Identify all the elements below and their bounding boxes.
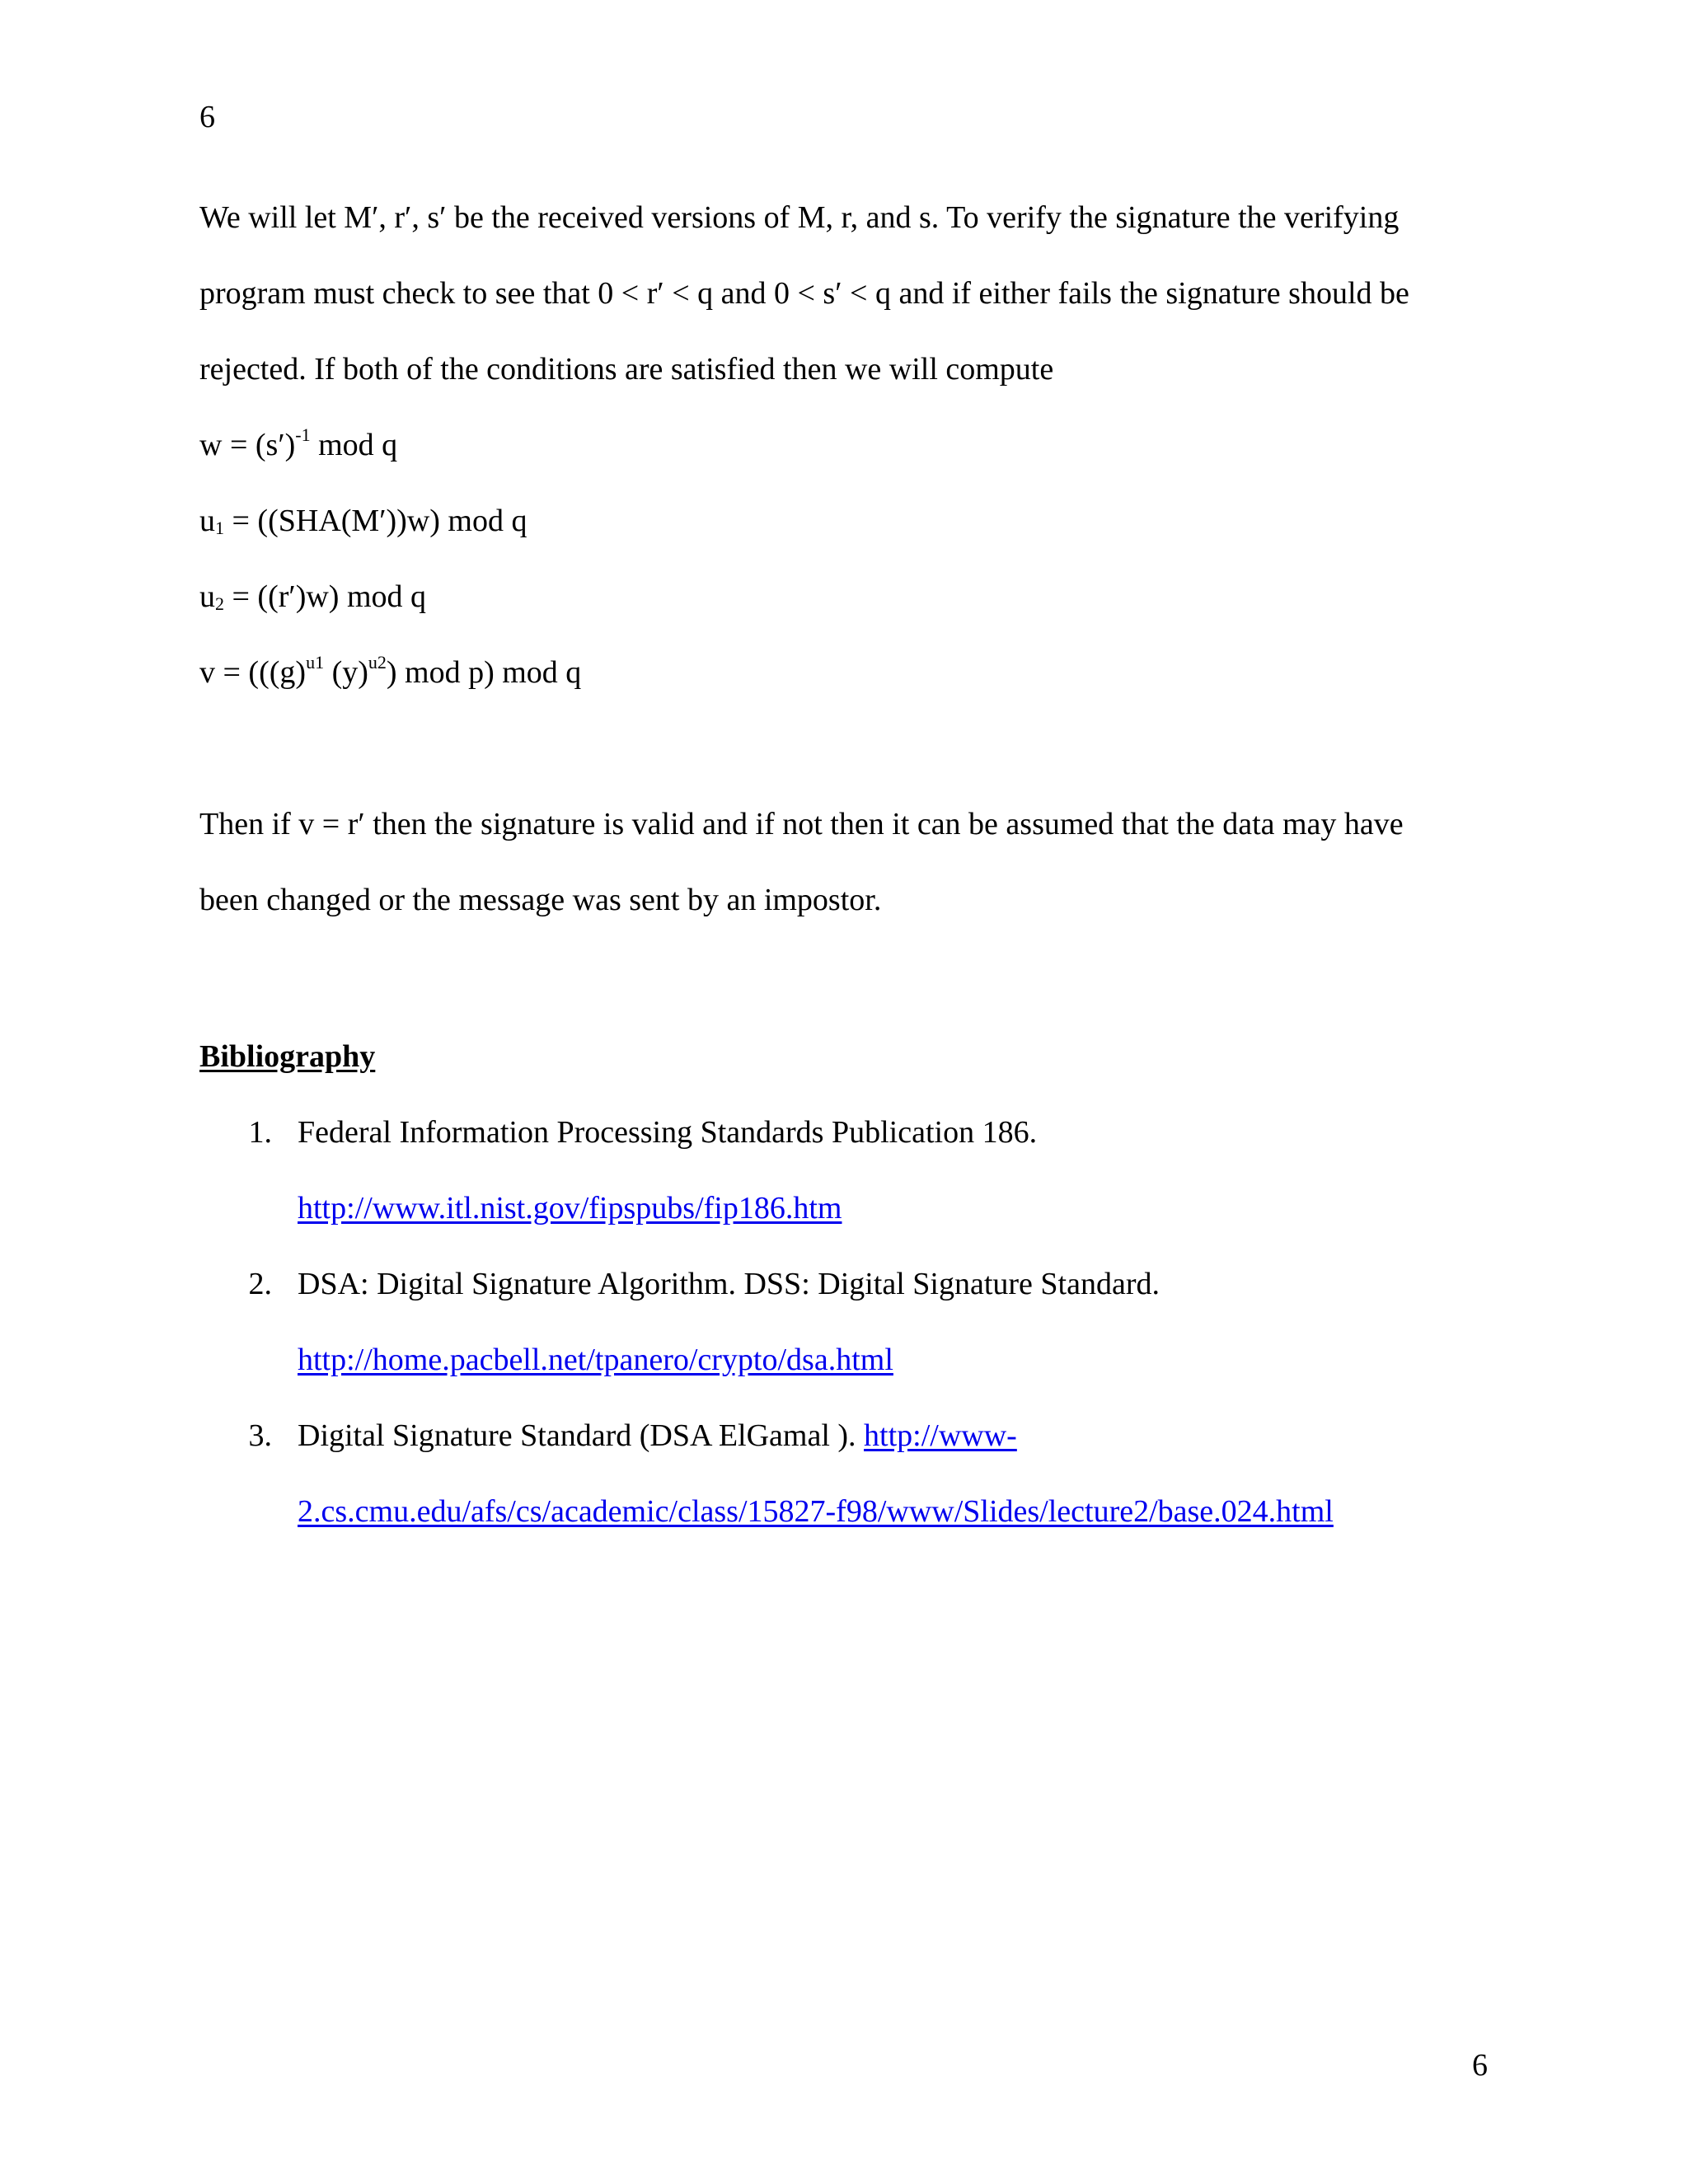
- bibliography-item-2-link[interactable]: http://home.pacbell.net/tpanero/crypto/dsa.html: [298, 1343, 893, 1377]
- bibliography-item-1-number: 1.: [248, 1115, 272, 1150]
- equation-v: [199, 654, 581, 691]
- equation-u2-subscript: 2: [215, 593, 224, 614]
- bibliography-item-1-text: Federal Information Processing Standards Publication 186.: [298, 1115, 1038, 1150]
- equation-u2: [199, 579, 426, 615]
- conclusion-line-1: Then if v = r′ then the signature is valid and if not then it can be assumed that the data may have: [199, 807, 1404, 841]
- conclusion-line-2: been changed or the message was sent by an impostor.: [199, 883, 882, 917]
- verification-line-2: program must check to see that 0 < r′ < q and 0 < s′ < q and if either fails the signature should be: [199, 276, 1409, 311]
- equation-w-exponent: -1: [295, 424, 311, 445]
- bibliography-heading: Bibliography: [199, 1039, 376, 1074]
- bibliography-item-3-link-start[interactable]: http://www-: [864, 1418, 1017, 1453]
- equation-u1: [199, 503, 527, 539]
- equation-w-lhs: w = (s′): [199, 428, 296, 462]
- bibliography-item-3-link-end[interactable]: 2.cs.cmu.edu/afs/cs/academic/class/15827-f98/www/Slides/lecture2/base.024.html: [298, 1494, 1334, 1529]
- equation-v-exponent-2: u2: [368, 652, 387, 673]
- equation-v-lhs: v = (((g): [199, 655, 307, 690]
- equation-v-mid: (y): [324, 655, 368, 690]
- equation-w-rhs: mod q: [310, 428, 398, 462]
- equation-v-exponent-1: u1: [306, 652, 325, 673]
- equation-u1-rhs: = ((SHA(M′))w) mod q: [224, 504, 528, 538]
- bibliography-item-3-number: 3.: [248, 1418, 272, 1453]
- header-page-number: 6: [199, 100, 215, 134]
- equation-w: [199, 424, 398, 463]
- footer-page-number: 6: [1472, 2048, 1488, 2083]
- equation-u1-subscript: 1: [215, 518, 224, 538]
- bibliography-item-3-text: Digital Signature Standard (DSA ElGamal ).: [298, 1418, 865, 1453]
- bibliography-item-1-link[interactable]: http://www.itl.nist.gov/fipspubs/fip186.htm: [298, 1191, 842, 1226]
- verification-line-3: rejected. If both of the conditions are satisfied then we will compute: [199, 352, 1054, 387]
- equation-u2-rhs: = ((r′)w) mod q: [224, 579, 427, 614]
- equation-u2-var: u: [199, 579, 215, 614]
- bibliography-item-2-text: DSA: Digital Signature Algorithm. DSS: Digital Signature Standard.: [298, 1267, 1160, 1301]
- bibliography-item-2-number: 2.: [248, 1267, 272, 1301]
- verification-line-1: We will let M′, r′, s′ be the received versions of M, r, and s. To verify the signature the verifying: [199, 200, 1400, 235]
- equation-u1-var: u: [199, 504, 215, 538]
- equation-v-rhs: ) mod p) mod q: [386, 655, 582, 690]
- bibliography-item-3-line-1: [298, 1418, 1017, 1454]
